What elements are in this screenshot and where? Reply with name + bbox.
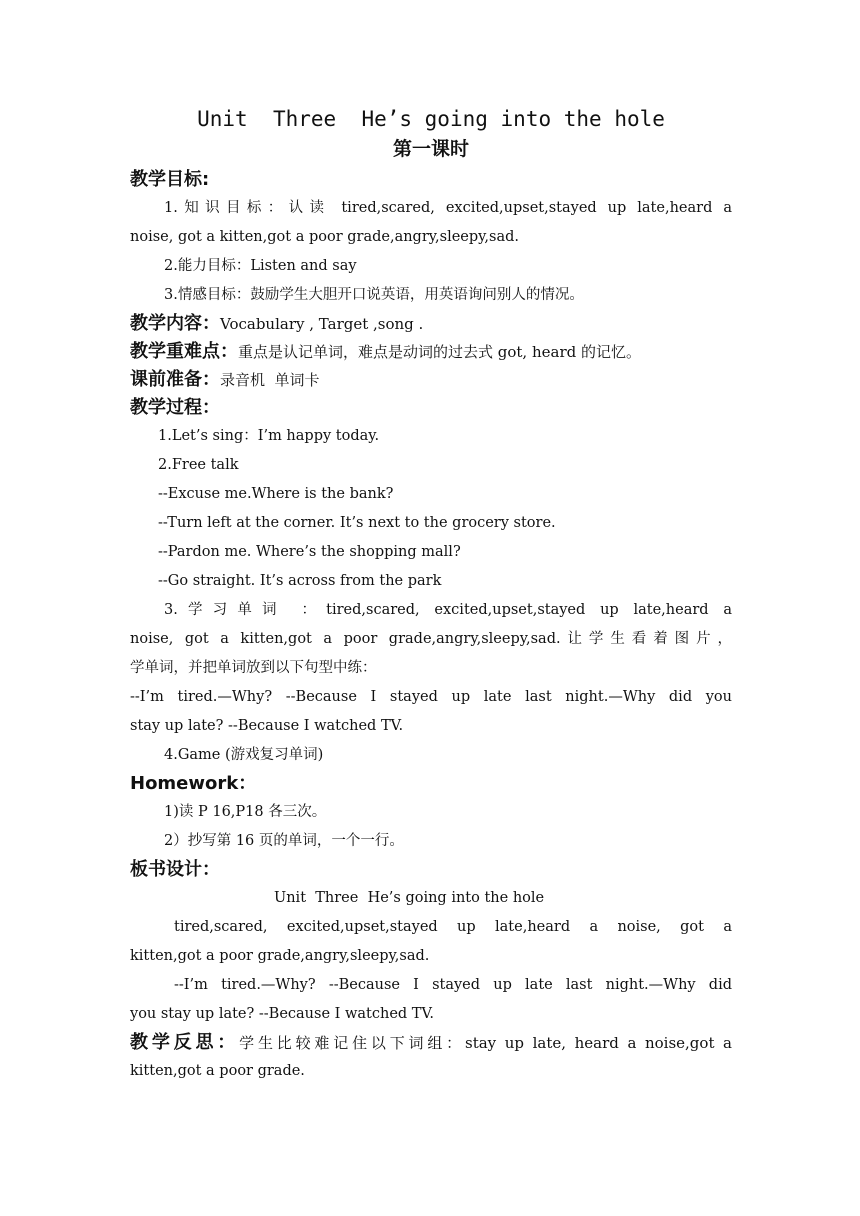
reflection-text: 学生比较难记住以下词组：stay up late, heard a noise,got a — [239, 1034, 733, 1052]
homework-item-1: 1)读 P 16,P18 各三次。 — [164, 804, 327, 820]
process-step-3-line-5: stay up late? --Because I watched TV. — [130, 718, 404, 734]
board-line-2: kitten,got a poor grade,angry,sleepy,sad. — [130, 948, 430, 964]
process-step-2: 2.Free talk — [158, 457, 239, 473]
process-step-3-line-1: 3.学习单词 ：tired,scared, excited,upset,stayed up late,heard a — [164, 602, 732, 618]
key-points-text: 重点是认记单词，难点是动词的过去式 got, heard 的记忆。 — [238, 343, 641, 361]
preparation-label: 课前准备： — [130, 369, 220, 390]
objective-2: 2.能力目标：Listen and say — [164, 258, 357, 274]
process-dialog-4: --Go straight. It’s across from the park — [158, 573, 442, 589]
preparation-text: 录音机 单词卡 — [220, 371, 320, 389]
homework-heading: Homework： — [130, 773, 257, 794]
preparation-row — [130, 366, 732, 394]
objectives-heading: 教学目标: — [130, 169, 210, 190]
document-subtitle: 第一课时 — [392, 138, 469, 160]
process-dialog-2: --Turn left at the corner. It’s next to the grocery store. — [158, 515, 556, 531]
key-points-row — [130, 338, 732, 366]
content-label: 教学内容： — [130, 313, 220, 334]
objective-1-line-1: 1.知识目标：认读 tired,scared, excited,upset,stayed up late,heard a — [164, 200, 732, 216]
process-heading: 教学过程： — [130, 397, 220, 418]
board-heading: 板书设计： — [130, 859, 220, 880]
process-step-1: 1.Let’s sing：I’m happy today. — [158, 428, 380, 444]
reflection-line-2: kitten,got a poor grade. — [130, 1063, 305, 1079]
document-title: Unit Three He’s going into the hole — [197, 107, 665, 131]
process-step-3-line-4: --I’m tired.—Why? --Because I stayed up late last night.—Why did you — [130, 689, 732, 705]
process-step-3-line-2: noise, got a kitten,got a poor grade,angry,sleepy,sad.让学生看着图片， — [130, 631, 732, 647]
board-line-1: tired,scared, excited,upset,stayed up late,heard a noise, got a — [174, 919, 732, 935]
reflection-label: 教学反思： — [130, 1032, 240, 1053]
reflection-row — [130, 1029, 732, 1057]
key-points-label: 教学重难点： — [130, 341, 238, 362]
process-dialog-3: --Pardon me. Where’s the shopping mall? — [158, 544, 461, 560]
process-step-4: 4.Game (游戏复习单词) — [164, 747, 324, 763]
process-dialog-1: --Excuse me.Where is the bank? — [158, 486, 394, 502]
homework-item-2: 2）抄写第 16 页的单词，一个一行。 — [164, 833, 404, 849]
document-content — [130, 104, 732, 1086]
content-text: Vocabulary , Target ,song . — [220, 315, 424, 333]
board-title: Unit Three He’s going into the hole — [274, 890, 545, 906]
process-step-3-line-3: 学单词，并把单词放到以下句型中练： — [130, 660, 377, 676]
board-line-4: you stay up late? --Because I watched TV. — [130, 1006, 435, 1022]
board-line-3: --I’m tired.—Why? --Because I stayed up late last night.—Why did — [174, 977, 732, 993]
objective-3: 3.情感目标：鼓励学生大胆开口说英语，用英语询问别人的情况。 — [164, 287, 584, 303]
content-row — [130, 310, 732, 338]
objective-1-line-2: noise, got a kitten,got a poor grade,angry,sleepy,sad. — [130, 229, 520, 245]
